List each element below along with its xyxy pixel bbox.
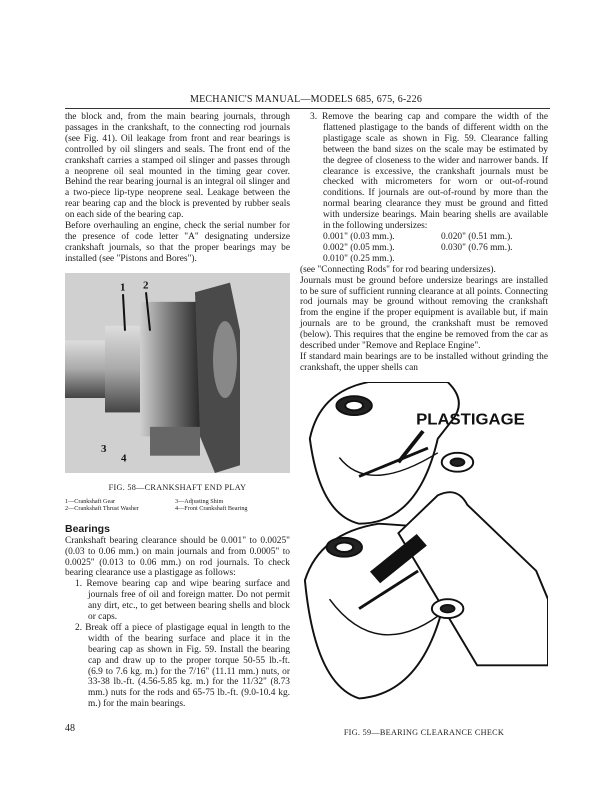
undersize-item: 0.001" (0.03 mm.). — [323, 231, 395, 242]
plastigage-label: PLASTIGAGE — [416, 410, 525, 429]
paragraph-journals: Journals must be ground before undersize bearings are installed to be sure of sufficient running clearance at all points. Connecting rod journals may be ground without removing the crankshaft from the engine if the proper equipment is available but, if main journals are to be ground, the crankshaft must be removed (below). This requires that the engine be removed from the car as described under "Remove and Replace Engine". — [300, 275, 548, 352]
running-header: MECHANIC'S MANUAL—MODELS 685, 675, 6-226 — [190, 94, 423, 105]
step-3: 3. Remove the bearing cap and compare the width of the flattened plastigage to the bands of different width on the plastigage scale as shown in Fig. 59. Clearance falling between the band sizes on the scale may be estimated by the degree of closeness to the wider and narrower bands. If clearance is excessive, the crankshaft journals must be checked with micrometers for worn or out-of-round conditions. If journals are out-of-round by more than the normal bearing clearance they must be ground and fitted with undersize bearings. Main bearing shells are available in the following undersizes: — [310, 112, 548, 232]
callout-4: 4 — [121, 452, 127, 465]
step-1: 1. Remove bearing cap and wipe bearing surface and journals free of oil and foreign matter. Do not permit any dirt, etc., to get between bearing shells and block or caps. — [75, 579, 290, 623]
header-rule — [65, 108, 550, 109]
left-column — [65, 112, 290, 735]
callout-3: 3 — [101, 442, 107, 455]
figure-59-bearing-drawing — [300, 382, 548, 722]
page-number: 48 — [65, 723, 75, 735]
figure-59-caption: FIG. 59—BEARING CLEARANCE CHECK — [343, 727, 505, 737]
figure-58-legend — [65, 498, 290, 513]
paragraph-oil-seals: the block and, from the main bearing journals, through passages in the crankshaft, to the connecting rod journals (see Fig. 41). Oil leakage from front and rear bearings is controlled by oil slingers and seals. The front end of the crankshaft carries a stamped oil slinger and passes through a neoprene oil seal mounted in the timing gear cover. Behind the rear bearing journal is an integral oil slinger and a two-piece lip-type neoprene seal. Leakage between the rear bearing cap and the block is prevented by rubber seals on each side of the bearing cap. — [65, 112, 290, 221]
figure-58-crankshaft-photo — [65, 273, 290, 473]
step-2: 2. Break off a piece of plastigage equal in length to the width of the bearing surface and place it in the bearing cap as shown in Fig. 59. Install the bearing cap and draw up to the proper torque 50-55 lb.-ft. (6.9 to 7.6 kg. m.) for the 7/16" (11.11 mm.) nuts, or 33-38 lb.-ft. (4.56-5.85 kg. m.) for the 11/32" (8.73 mm.) nuts for the rods and 65-75 lb.-ft. (9.0-10.4 kg. m.) for the main bearings. — [75, 622, 290, 710]
figure-58-caption: FIG. 58—CRANKSHAFT END PLAY — [108, 482, 247, 492]
undersize-list — [300, 232, 548, 265]
paragraph-see-connecting-rods: (see "Connecting Rods" for rod bearing undersizes). — [300, 264, 496, 275]
undersize-item: 0.010" (0.25 mm.). — [323, 253, 395, 264]
paragraph-serial-number: Before overhauling an engine, check the serial number for the presence of code letter "A" designating undersize crankshaft journals, so that the proper bearings may be installed (see "Pistons and Bores"). — [65, 221, 290, 264]
callout-2: 2 — [143, 279, 149, 292]
legend-item: 2—Crankshaft Thrust Washer — [65, 505, 139, 513]
undersize-item: 0.002" (0.05 mm.). — [323, 242, 395, 253]
legend-item: 4—Front Crankshaft Bearing — [175, 505, 248, 513]
paragraph-bearing-clearance: Crankshaft bearing clearance should be 0.001" to 0.0025" (0.03 to 0.06 mm.) on main journals and from 0.0005" to 0.0025" (0.013 to 0.06 mm.) on rod journals. To check bearing clearance use a plastigage as follows: — [65, 535, 290, 579]
undersize-item: 0.030" (0.76 mm.). — [441, 242, 513, 253]
paragraph-standard-bearings: If standard main bearings are to be installed without grinding the crankshaft, the upper shells can — [300, 351, 548, 373]
legend-item: 1—Crankshaft Gear — [65, 497, 115, 505]
right-column — [300, 112, 548, 738]
undersize-item: 0.020" (0.51 mm.). — [441, 231, 513, 242]
section-heading-bearings: Bearings — [65, 522, 110, 535]
legend-item: 3—Adjusting Shim — [175, 497, 224, 505]
callout-1: 1 — [120, 281, 126, 293]
